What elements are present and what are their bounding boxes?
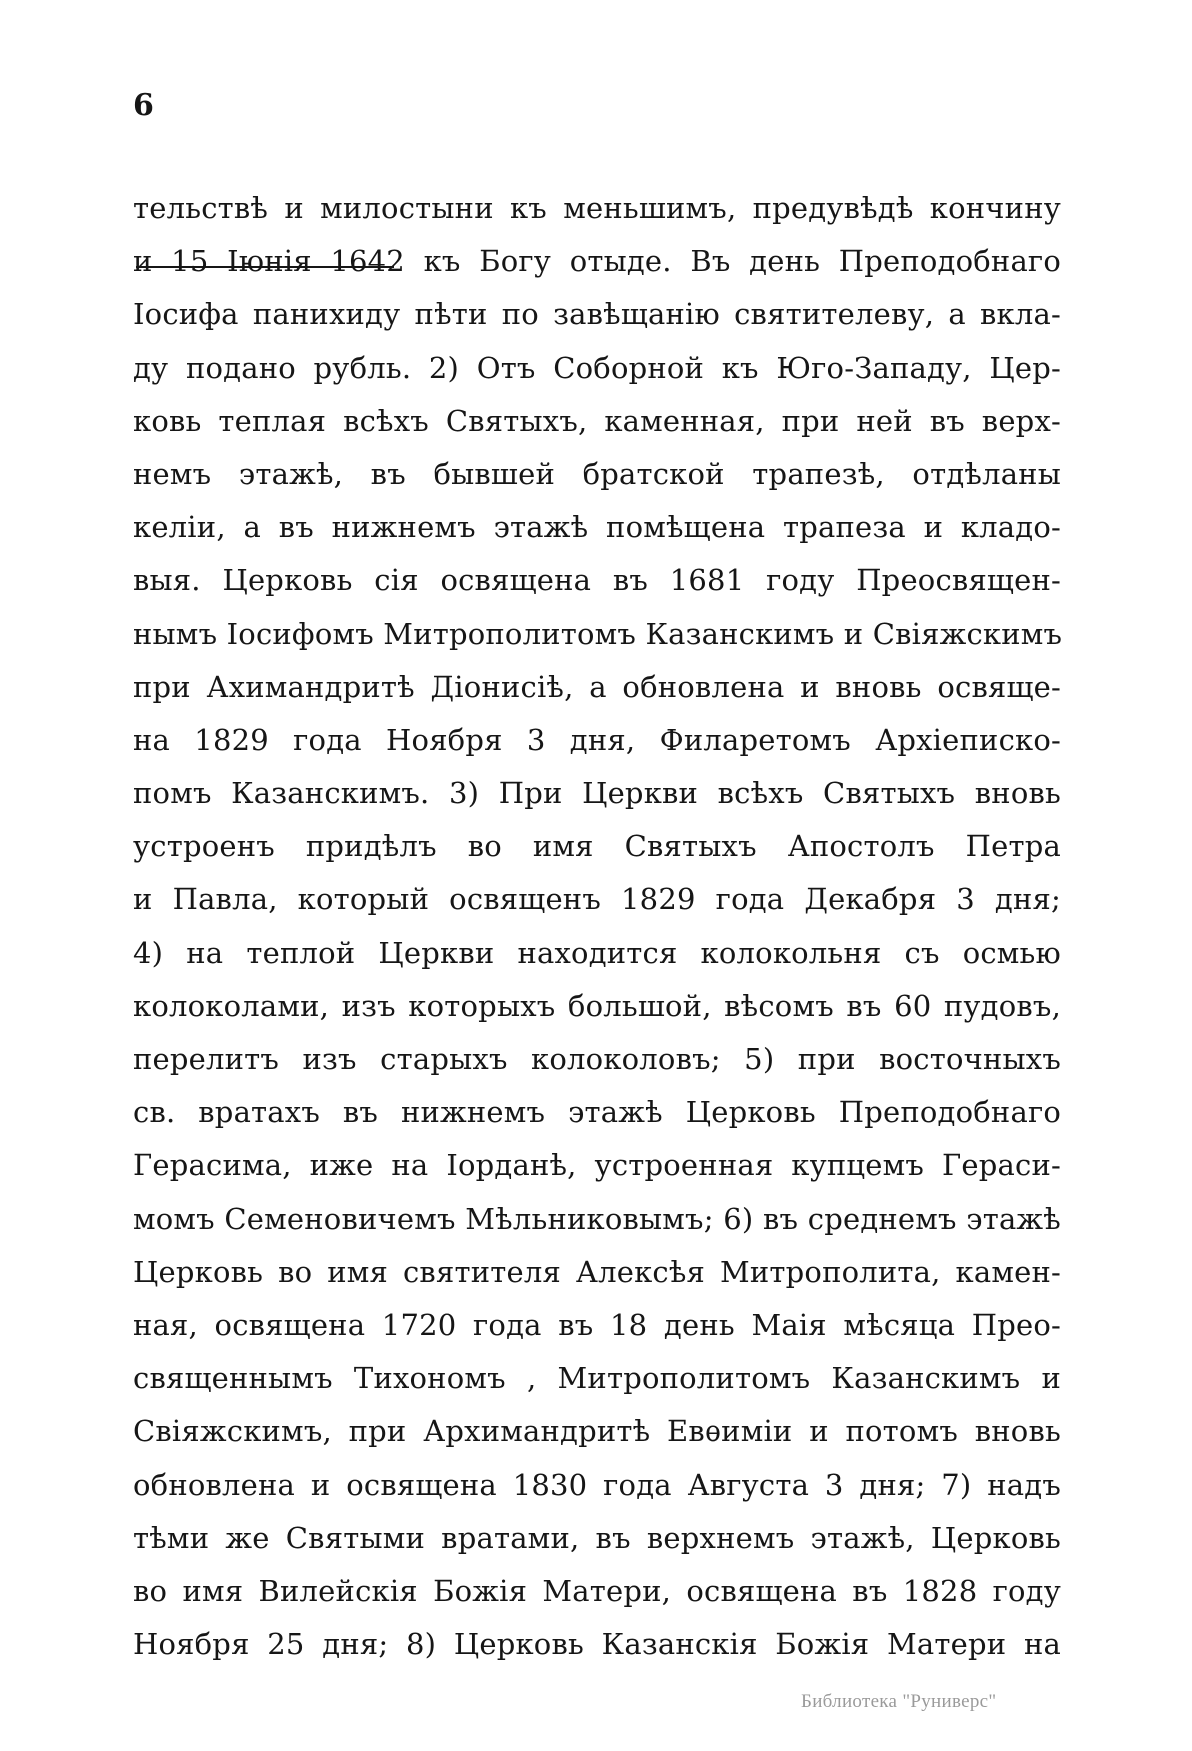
text-line: и Павла, который освященъ 1829 года Декабря 3 дня; xyxy=(133,882,1061,917)
text-line: момъ Семеновичемъ Мѣльниковымъ; 6) въ среднемъ этажѣ xyxy=(133,1201,1061,1236)
text-line: устроенъ придѣлъ во имя Святыхъ Апостолъ Петра xyxy=(133,829,1061,864)
text-line: на 1829 года Ноября 3 дня, Филаретомъ Архіеписко- xyxy=(133,722,1061,757)
text-line: перелитъ изъ старыхъ колоколовъ; 5) при восточныхъ xyxy=(133,1042,1061,1076)
text-line: 4) на теплой Церкви находится колокольня съ осмью xyxy=(133,935,1061,970)
text-line: священнымъ Тихономъ , Митрополитомъ Казанскимъ и xyxy=(133,1361,1061,1396)
text-line: Церковь во имя святителя Алексѣя Митрополита, камен- xyxy=(133,1254,1061,1289)
text-line: помъ Казанскимъ. 3) При Церкви всѣхъ Святыхъ вновь xyxy=(133,776,1061,811)
text-line: нымъ Іосифомъ Митрополитомъ Казанскимъ и Свіяжскимъ xyxy=(133,616,1063,651)
text-line: ду подано рубль. 2) Отъ Соборной къ Юго-Западу, Цер- xyxy=(133,350,1061,385)
page-number: 6 xyxy=(133,88,154,123)
text-line: Іосифа панихиду пѣти по завѣщанію святителеву, а вкла- xyxy=(133,297,1061,332)
text-line: обновлена и освящена 1830 года Августа 3 дня; 7) надъ xyxy=(133,1467,1061,1502)
text-line: во имя Вилейскія Божія Матери, освящена въ 1828 году xyxy=(133,1573,1061,1608)
text-line: колоколами, изъ которыхъ большой, вѣсомъ въ 60 пудовъ, xyxy=(133,988,1061,1023)
text-line: Ноября 25 дня; 8) Церковь Казанскія Божія Матери на xyxy=(133,1627,1061,1662)
text-line: ная, освящена 1720 года въ 18 день Маія мѣсяца Прео- xyxy=(133,1307,1061,1342)
text-line: при Ахимандритѣ Діонисіѣ, а обновлена и вновь освяще- xyxy=(133,669,1061,704)
text-line: выя. Церковь сія освящена въ 1681 году Преосвящен- xyxy=(133,563,1061,598)
text-line: и 15 Іюнія 1642 къ Богу отыде. Въ день Преподобнаго xyxy=(133,244,1061,279)
text-line: тѣми же Святыми вратами, въ верхнемъ этажѣ, Церковь xyxy=(133,1520,1061,1555)
text-line: Герасима, иже на Іорданѣ, устроенная купцемъ Гераси- xyxy=(133,1148,1061,1183)
watermark: Библиотека "Руниверс" xyxy=(801,1691,997,1712)
text-line: немъ этажѣ, въ бывшей братской трапезѣ, отдѣланы xyxy=(133,456,1061,491)
text-line: тельствѣ и милостыни къ меньшимъ, предувѣдѣ кончину xyxy=(133,191,1061,225)
text-line: св. вратахъ въ нижнемъ этажѣ Церковь Преподобнаго xyxy=(133,1095,1061,1130)
text-line: келіи, а въ нижнемъ этажѣ помѣщена трапеза и кладо- xyxy=(133,510,1061,545)
body-text xyxy=(133,182,1061,1671)
text-line: Свіяжскимъ, при Архимандритѣ Евѳиміи и потомъ вновь xyxy=(133,1414,1061,1449)
text-line: ковь теплая всѣхъ Святыхъ, каменная, при ней въ верх- xyxy=(133,403,1061,438)
